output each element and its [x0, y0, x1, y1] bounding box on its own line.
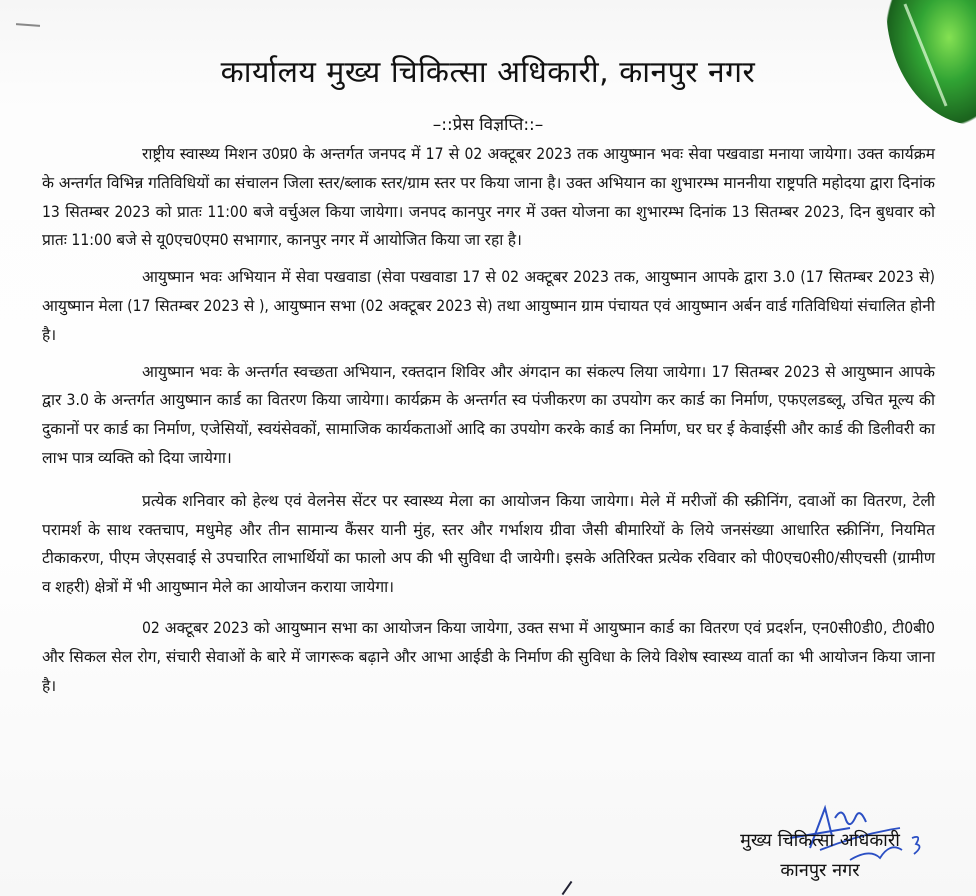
pen-mark	[562, 881, 573, 895]
pen-mark	[16, 23, 40, 27]
press-release-heading: –::प्रेस विज्ञप्ति::–	[432, 115, 544, 135]
paragraph-health-mela: प्रत्येक शनिवार को हेल्थ एवं वेलनेस सेंटर पर स्वास्थ्य मेला का आयोजन किया जायेगा। मेले में मरीजों की स्क्रीनिंग, दवाओं का वितरण, टेली परामर्श के साथ रक्तचाप, मधुमेह और तीन सामान्य कैंसर यानी मुंह, स्तर और गर्भाशय ग्रीवा जैसी बीमारियों के लिये जनसंख्या आधारित स्क्रीनिंग, नियमित टीकाकरण, पीएम जेएसवाई से उपचारित लाभार्थियों का फालो अप की भी सुविधा दी जायेगी। इसके अतिरिक्त प्रत्येक रविवार को पी0एच0सी0/सीएचसी (ग्रामीण व शहरी) क्षेत्रों में भी आयुष्मान मेले का आयोजन कराया जायेगा।	[42, 491, 935, 597]
signatory-location: कानपुर नगर	[780, 860, 860, 881]
paragraph-ayushman-card: आयुष्मान भवः के अन्तर्गत स्वच्छता अभियान, रक्तदान शिविर और अंगदान का संकल्प लिया जायेगा। 17 सितम्बर 2023 से आयुष्मान आपके द्वार 3.0 के अन्तर्गत आयुष्मान कार्ड का वितरण किया जायेगा। कार्यक्रम के अन्तर्गत स्व पंजीकरण का उपयोग कर कार्ड का निर्माण, एफएलडब्लू, उचित मूल्य की दुकानों पर कार्ड का निर्माण, एजेसियों, स्वयंसेवकों, सामाजिक कार्यकताओं आदि का उपयोग करके कार्ड का निर्माण, घर घर ई केवाईसी और कार्ड की डिलीवरी का लाभ पात्र व्यक्ति को दिया जायेगा।	[42, 362, 935, 467]
paragraph-ayushman-sabha: 02 अक्टूबर 2023 को आयुष्मान सभा का आयोजन किया जायेगा, उक्त सभा में आयुष्मान कार्ड का वितरण एवं प्रदर्शन, एन0सी0डी0, टी0बी0 और सिकल सेल रोग, संचारी सेवाओं के बारे में जागरूक बढ़ाने और आभा आईडी के निर्माण की सुविधा के लिये विशेष स्वास्थ्य वार्ता का भी आयोजन किया जाना है।	[42, 618, 935, 695]
signature-block	[690, 826, 950, 886]
paragraph-campaign-activities: आयुष्मान भवः अभियान में सेवा पखवाडा (सेवा पखवाडा 17 से 02 अक्टूबर 2023 तक, आयुष्मान आपके द्वारा 3.0 (17 सितम्बर 2023 से) आयुष्मान मेला (17 सितम्बर 2023 से ), आयुष्मान सभा (02 अक्टूबर 2023 से) तथा आयुष्मान ग्राम पंचायत एवं आयुष्मान अर्बन वार्ड गतिविधियां संचालित होनी है।	[42, 268, 935, 344]
signatory-designation: मुख्य चिकित्सा अधिकारी	[740, 830, 900, 851]
office-header-title: कार्यालय मुख्य चिकित्सा अधिकारी, कानपुर नगर	[220, 55, 756, 90]
press-release-body	[42, 140, 935, 708]
paragraph-launch-details: राष्ट्रीय स्वास्थ्य मिशन उ0प्र0 के अन्तर्गत जनपद में 17 से 02 अक्टूबर 2023 तक आयुष्मान भवः सेवा पखवाडा मनाया जायेगा। उक्त कार्यक्रम के अन्तर्गत विभिन्न गतिविधियों का संचालन जिला स्तर/ब्लाक स्तर/ग्राम स्तर पर किया जाना है। उक्त अभियान का शुभारम्भ माननीया राष्ट्रपति महोदया द्वारा दिनांक 13 सितम्बर 2023 को प्रातः 11:00 बजे वर्चुअल किया जायेगा। जनपद कानपुर नगर में उक्त योजना का शुभारम्भ दिनांक 13 सितम्बर 2023, दिन बुधवार को प्रातः 11:00 बजे से यू0एच0एम0 सभागार, कानपुर नगर में आयोजित किया जा रहा है।	[42, 145, 935, 250]
